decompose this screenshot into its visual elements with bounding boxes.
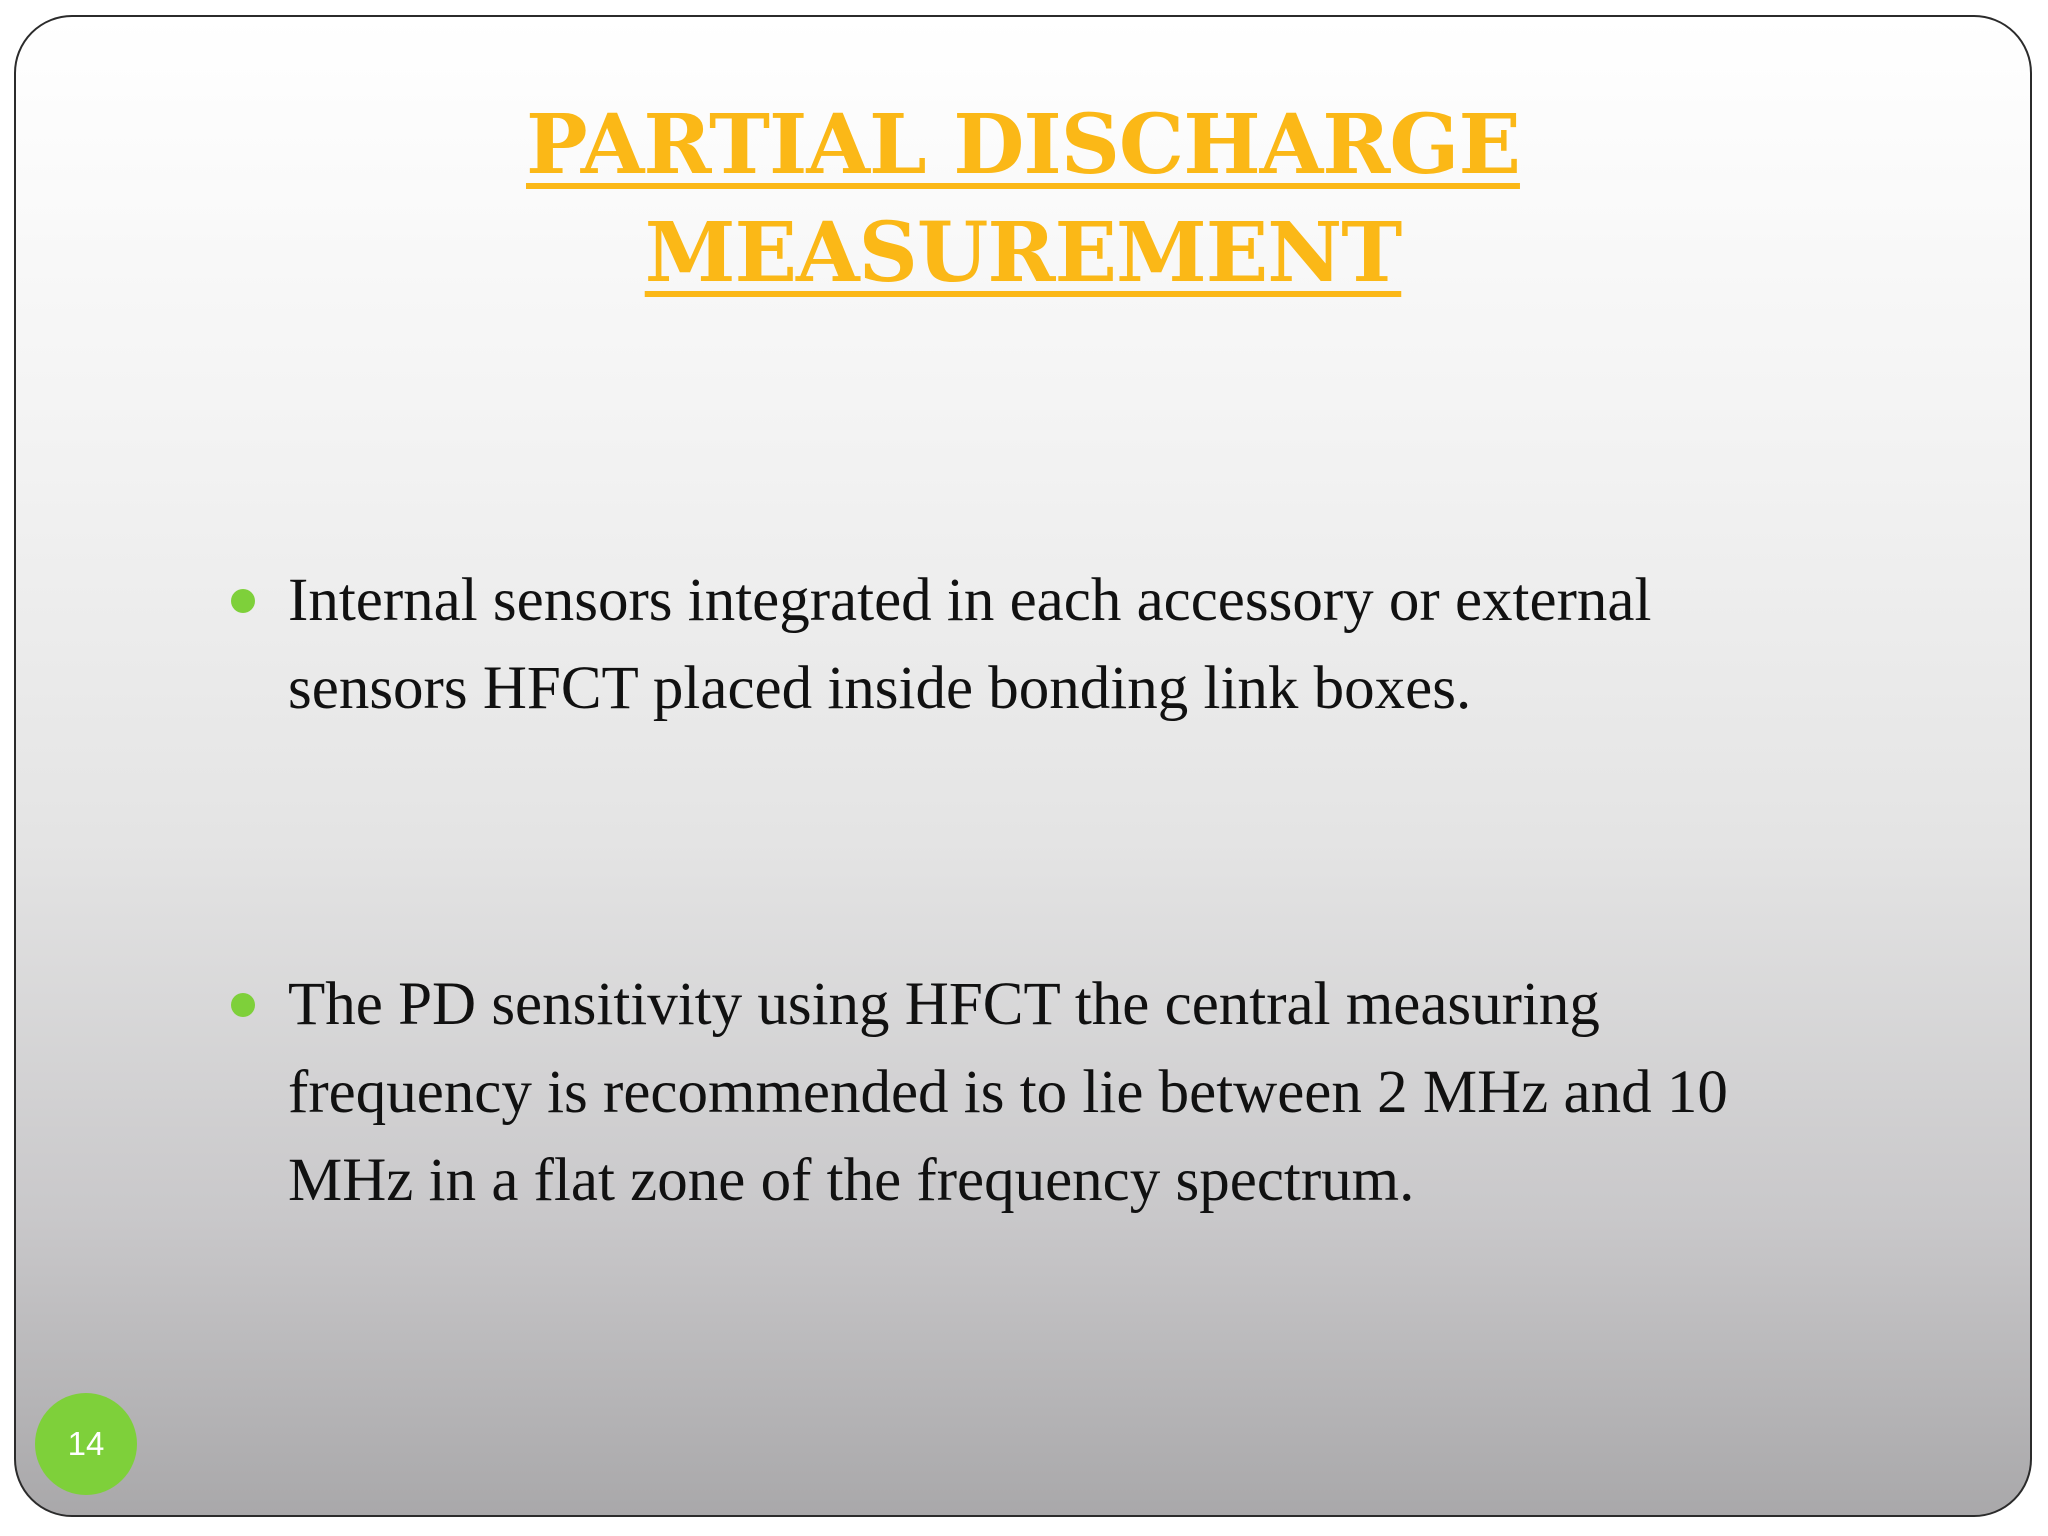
slide-title: [16, 91, 2030, 307]
slide-title-line-2: MEASUREMENT: [644, 205, 1402, 301]
bullet-dot-icon: [231, 993, 255, 1017]
bullet-dot-icon: [231, 589, 255, 613]
bullet-line: frequency is recommended is to lie between 2 MHz and 10: [288, 1059, 1728, 1126]
bullet-line: sensors HFCT placed inside bonding link boxes.: [288, 655, 1472, 722]
slide-title-line-1: PARTIAL DISCHARGE: [526, 97, 1520, 193]
bullet-item: [231, 557, 1931, 733]
page-number-badge: 14: [35, 1393, 137, 1495]
bullet-line: Internal sensors integrated in each accessory or external: [288, 567, 1652, 634]
bullet-text: [288, 961, 1931, 1225]
bullet-line: The PD sensitivity using HFCT the central measuring: [288, 971, 1600, 1038]
bullet-item: [231, 961, 1931, 1225]
slide: [14, 15, 2032, 1517]
bullet-line: MHz in a flat zone of the frequency spectrum.: [288, 1147, 1415, 1214]
bullet-text: [288, 557, 1931, 733]
